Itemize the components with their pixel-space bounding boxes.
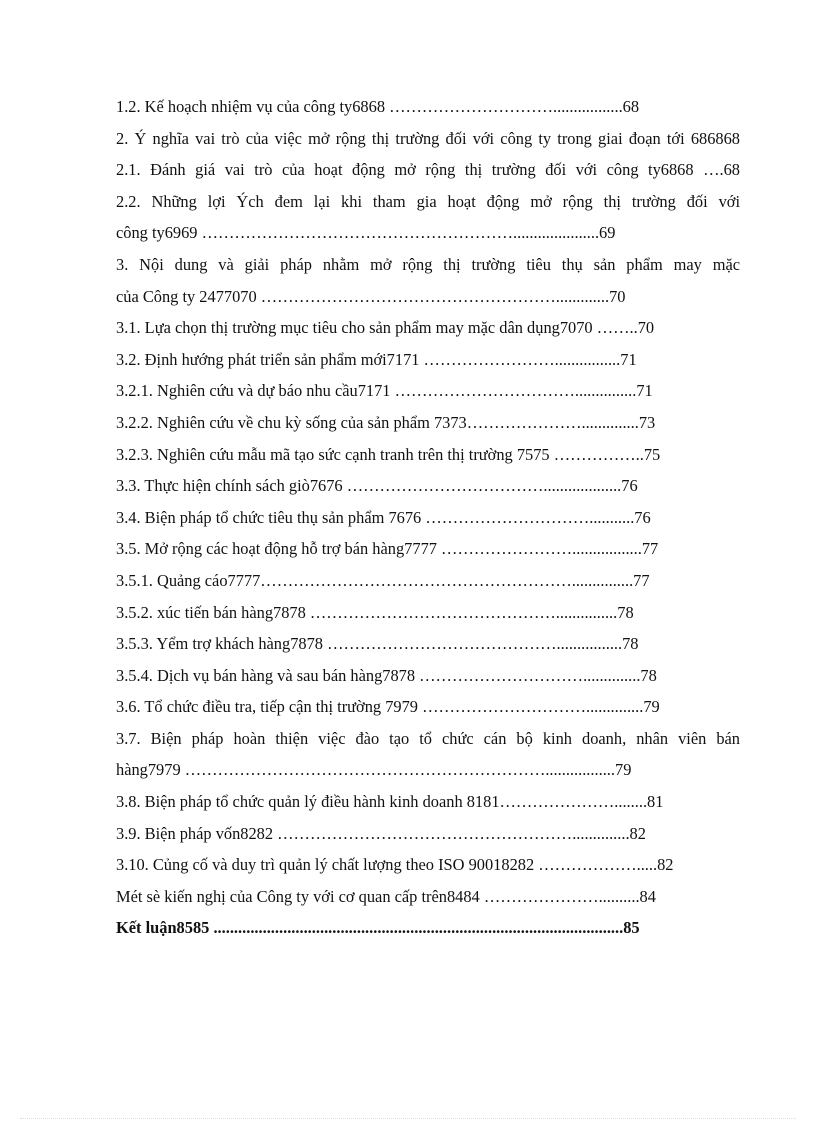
toc-entry: 3.2.2. Nghiên cứu về chu kỳ sống của sản phẩm 7373…………………..............73 (116, 412, 656, 432)
toc-entry: công ty6969 ………………………………………………….....................69 (116, 223, 616, 243)
toc-entry: 3.5.4. Dịch vụ bán hàng và sau bán hàng7878 …………………………..............78 (116, 665, 657, 685)
toc-entry: 3.3. Thực hiện chính sách giò7676 ………………………………...................76 (116, 476, 638, 496)
toc-entry: 2. Ý nghĩa vai trò của việc mở rộng thị trường đối với công ty trong giai đoạn tới 686868 (116, 128, 740, 148)
toc-entry: 3.5.3. Yểm trợ khách hàng7878 ……………………………………................78 (116, 634, 639, 654)
table-of-contents (116, 91, 740, 944)
toc-entry: 3.4. Biện pháp tổ chức tiêu thụ sản phẩm 7676 …………………………...........76 (116, 507, 651, 527)
toc-entry: 2.1. Đánh giá vai trò của hoạt động mở rộng thị trường đối với công ty6868 ….68 (116, 160, 740, 180)
toc-entry: 2.2. Những lợi Ých đem lại khi tham gia hoạt động mở rộng thị trường đối với (116, 191, 740, 211)
toc-entry: 3.5.1. Quảng cáo7777…………………………………………………...............77 (116, 570, 650, 590)
toc-entry: 3.9. Biện pháp vốn8282 ………………………………………………..............82 (116, 823, 646, 843)
toc-entry: 3.5. Mở rộng các hoạt động hỗ trợ bán hàng7777 …………………….................77 (116, 539, 659, 559)
toc-entry: 3.2.3. Nghiên cứu mẫu mã tạo sức cạnh tranh trên thị trường 7575 ……………..75 (116, 444, 661, 464)
toc-entry: 3.6. Tổ chức điều tra, tiếp cận thị trường 7979 …………………………..............79 (116, 697, 660, 717)
toc-entry: hàng7979 ………………………………………………………….................79 (116, 760, 632, 780)
page-bottom-divider (20, 1118, 796, 1119)
toc-entry: 3.5.2. xúc tiến bán hàng7878 ………………………………………...............78 (116, 602, 634, 622)
toc-entry: 3. Nội dung và giải pháp nhằm mở rộng thị trường tiêu thụ sản phẩm may mặc (116, 254, 740, 274)
toc-entry: Mét sè kiến nghị của Công ty với cơ quan cấp trên8484 …………………..........84 (116, 886, 656, 906)
toc-entry: 3.10. Củng cố và duy trì quản lý chất lượng theo ISO 90018282 ……………….....82 (116, 855, 674, 875)
toc-entry: 3.8. Biện pháp tổ chức quản lý điều hành kinh doanh 8181…………………........81 (116, 792, 664, 812)
toc-entry: của Công ty 2477070 ……………………………………………….............70 (116, 286, 626, 306)
toc-entry: 3.7. Biện pháp hoàn thiện việc đào tạo tổ chức cán bộ kinh doanh, nhân viên bán (116, 728, 740, 748)
toc-entry: 3.1. Lựa chọn thị trường mục tiêu cho sản phẩm may mặc dân dụng7070 ……..70 (116, 318, 655, 338)
toc-entry: 3.2. Định hướng phát triển sản phẩm mới7171 ……………………................71 (116, 349, 637, 369)
toc-entry: Kết luận8585 ....................................................................................................85 (116, 918, 640, 938)
toc-entry: 3.2.1. Nghiên cứu và dự báo nhu cầu7171 ……………………………...............71 (116, 381, 653, 401)
toc-entry: 1.2. Kế hoạch nhiệm vụ của công ty6868 ………………………….................68 (116, 97, 640, 116)
